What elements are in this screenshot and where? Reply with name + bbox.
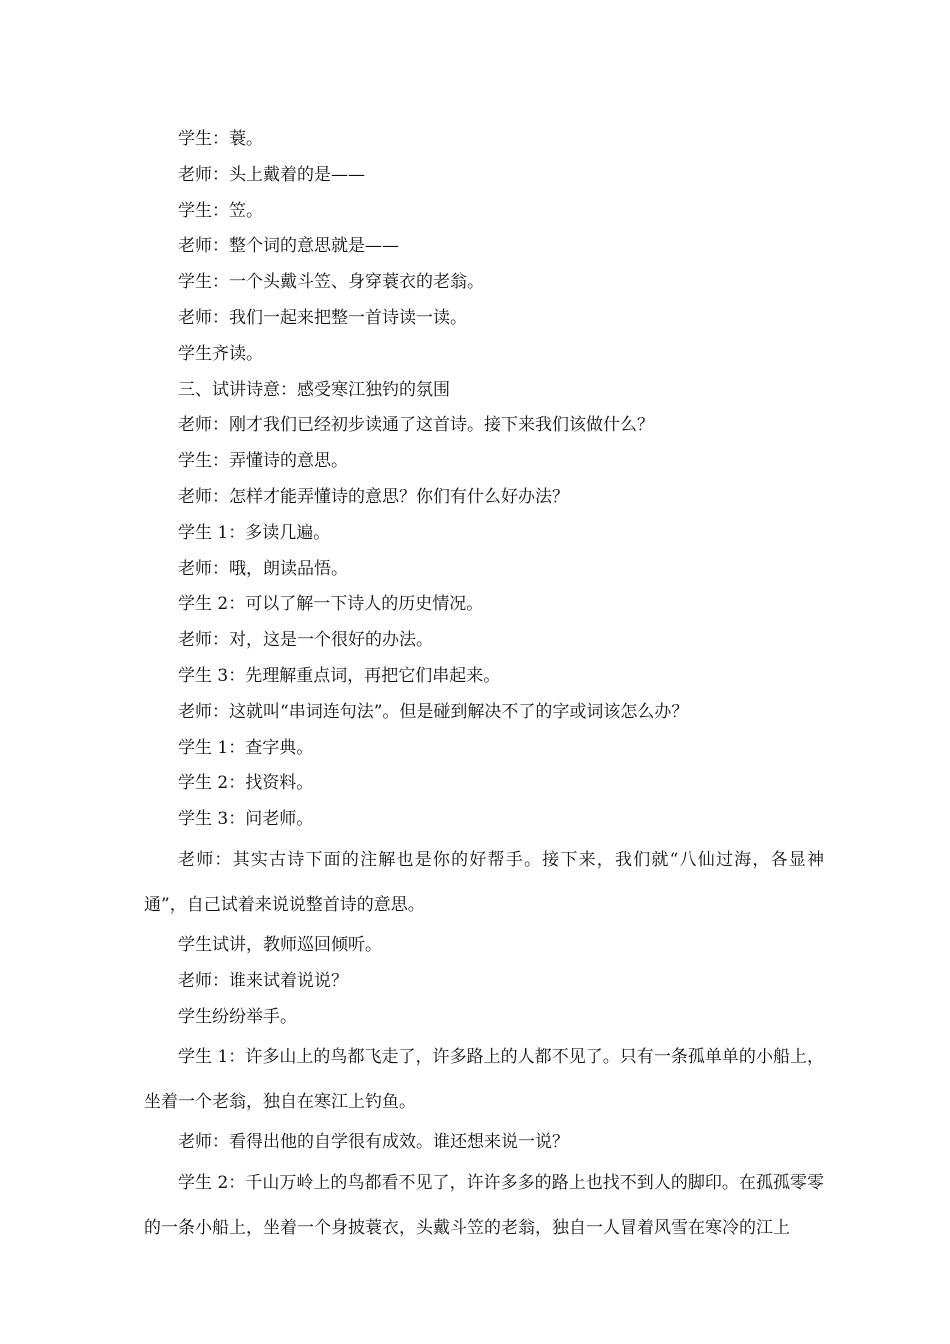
paragraph: 学生 2：千山万岭上的鸟都看不见了，许许多多的路上也找不到人的脚印。在孤孤零零的一条小船上，坐着一个身披蓑衣，头戴斗笠的老翁，独自一人冒着风雪在寒冷的江上 [144, 1173, 824, 1239]
paragraph: 学生 1：许多山上的鸟都飞走了，许多路上的人都不见了。只有一条孤单单的小船上，坐着一个老翁，独自在寒江上钓鱼。 [144, 1047, 824, 1113]
paragraph: 学生 1：多读几遍。 [178, 522, 331, 543]
paragraph: 学生 2：可以了解一下诗人的历史情况。 [178, 594, 484, 615]
paragraph: 老师：怎样才能弄懂诗的意思？你们有什么好办法？ [178, 486, 569, 507]
paragraph: 老师：这就叫“串词连句法”。但是碰到解决不了的字或词该怎么办？ [178, 701, 689, 722]
paragraph: 学生纷纷举手。 [178, 1006, 297, 1027]
paragraph: 学生 3：问老师。 [178, 809, 314, 830]
paragraph: 学生试讲，教师巡回倾听。 [178, 934, 382, 955]
paragraph: 学生 3：先理解重点词，再把它们串起来。 [178, 665, 501, 686]
paragraph: 老师：其实古诗下面的注解也是你的好帮手。接下来，我们就“八仙过海，各显神通”，自己试着来说说整首诗的意思。 [144, 849, 824, 915]
paragraph: 老师：看得出他的自学很有成效。谁还想来说一说？ [178, 1132, 569, 1153]
paragraph: 学生齐读。 [178, 343, 263, 364]
paragraph: 学生 2：找资料。 [178, 773, 314, 794]
paragraph: 老师：头上戴着的是—— [178, 164, 365, 185]
paragraph: 老师：对，这是一个很好的办法。 [178, 630, 433, 651]
paragraph: 老师：整个词的意思就是—— [178, 236, 399, 257]
paragraph: 老师：哦，朗读品悟。 [178, 558, 348, 579]
paragraph: 学生：蓑。 [178, 129, 263, 149]
paragraph: 老师：刚才我们已经初步读通了这首诗。接下来我们该做什么？ [178, 415, 654, 436]
paragraph: 老师：我们一起来把整一首诗读一读。 [178, 307, 467, 328]
paragraph: 学生：一个头戴斗笠、身穿蓑衣的老翁。 [178, 272, 484, 293]
section-heading: 三、试讲诗意：感受寒江独钓的氛围 [178, 379, 450, 400]
paragraph: 学生 1：查字典。 [178, 737, 314, 758]
paragraph: 学生：弄懂诗的意思。 [178, 451, 348, 472]
paragraph: 学生：笠。 [178, 200, 263, 221]
paragraph: 老师：谁来试着说说？ [178, 970, 348, 991]
body-text [144, 122, 824, 1251]
